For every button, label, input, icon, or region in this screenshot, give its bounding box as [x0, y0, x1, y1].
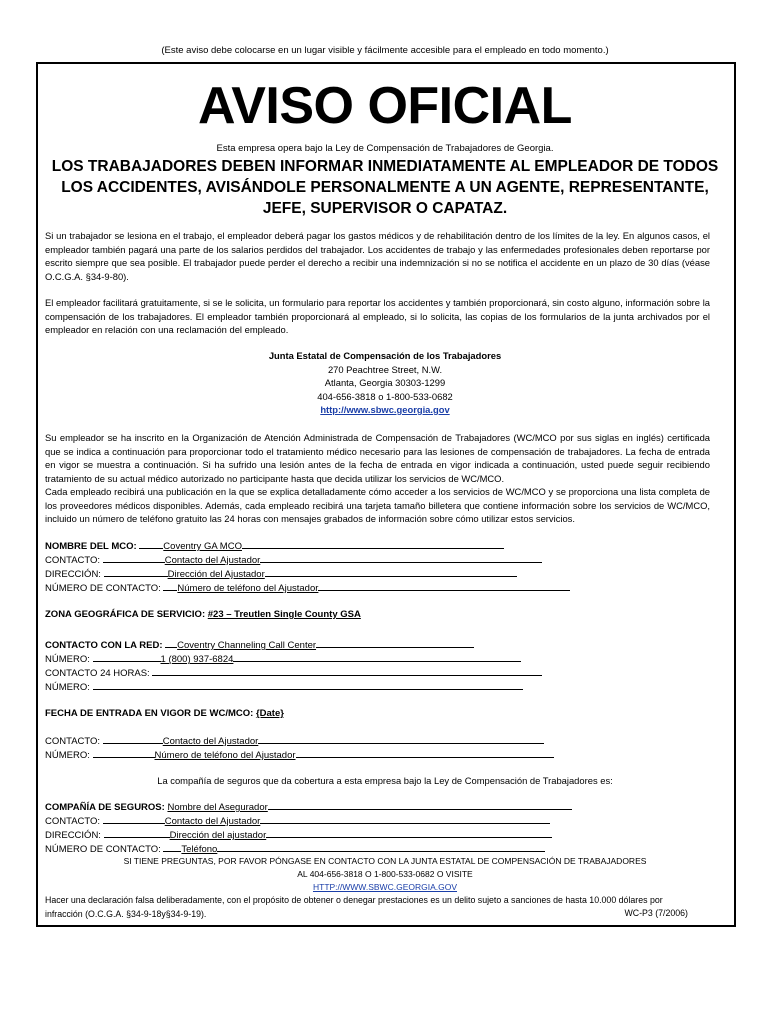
- paragraph-mco-publication: Cada empleado recibirá una publicación en la que se explica detalladamente cómo acceder a los servicios de WC/MCO y se proporciona una lista completa de los proveedores médicos disponibles. Además, cada empleado recibirá una tarjeta tamaño billetera que contiene información sobre los servicios de WC/MCO, incluido un número de teléfono gratuito las 24 horas con mensajes grabados de información sobre cómo utilizar estos servicios.: [45, 486, 710, 524]
- network-contact-label: CONTACTO CON LA RED:: [45, 640, 163, 651]
- false-statement-warning-2: infracción (O.C.G.A. §34-9-18y§34-9-19).: [45, 909, 207, 919]
- effective-contact-value: Contacto del Ajustador: [162, 736, 259, 747]
- insurer-phone-row: [45, 842, 545, 856]
- insurer-contact-label: CONTACTO:: [45, 816, 101, 827]
- insurer-contact-row: [45, 814, 550, 828]
- insurer-phone-label: NÚMERO DE CONTACTO:: [45, 844, 161, 855]
- effective-number-label: NÚMERO:: [45, 750, 90, 761]
- board-street: 270 Peachtree Street, N.W.: [327, 363, 443, 375]
- effective-number-row: [45, 748, 554, 762]
- network-number2-label: NÚMERO:: [45, 682, 90, 693]
- effective-date-value: {Date}: [255, 708, 284, 719]
- board-phone: 404-656-3818 o 1-800-533-0682: [317, 390, 453, 402]
- paragraph-mco-enrollment: Su empleador se ha inscrito en la Organización de Atención Administrada de Compensación de Trabajadores (WC/MCO por sus siglas en inglés) certificada que se indica a continuación para proporcionar todo el tratamiento médico necesario para las lesiones de compensación de trabajadores. La fecha de entrada en vigor se muestra a continuación. Si ha sufrido una lesión antes de la fecha de entrada en vigor indicada a continuación, usted puede seguir recibiendo tratamiento de su actual médico autorizado no participante hasta que decida utilizar los servicios de WC/MCO.: [45, 432, 710, 484]
- questions-url-row: [0, 881, 770, 893]
- insurer-company-label: COMPAÑÍA DE SEGUROS:: [45, 802, 165, 813]
- service-zone-row: [45, 609, 361, 620]
- insurer-intro: La compañía de seguros que da cobertura a esta empresa bajo la Ley de Compensación de Trabajadores es:: [157, 775, 613, 786]
- board-city: Atlanta, Georgia 30303-1299: [324, 377, 446, 388]
- questions-line-1: SI TIENE PREGUNTAS, POR FAVOR PÓNGASE EN CONTACTO CON LA JUNTA ESTATAL DE COMPENSACIÓN DE TRABAJADORES: [123, 856, 647, 866]
- network-contact-row: [45, 638, 474, 652]
- mco-address-row: [45, 567, 517, 581]
- mco-phone-label: NÚMERO DE CONTACTO:: [45, 583, 161, 594]
- insurer-address-value: Dirección del ajustador: [169, 830, 267, 841]
- questions-website-link[interactable]: HTTP://WWW.SBWC.GEORGIA.GOV: [312, 882, 458, 892]
- network-number2-row: [45, 680, 523, 694]
- false-statement-warning-1: Hacer una declaración falsa deliberadamente, con el propósito de obtener o denegar prestaciones es un delito sujeto a sanciones de hasta 10.000 dólares por: [45, 895, 663, 905]
- effective-contact-label: CONTACTO:: [45, 736, 101, 747]
- insurer-address-row: [45, 828, 552, 842]
- insurer-company-row: [45, 800, 572, 814]
- board-website-link[interactable]: http://www.sbwc.georgia.gov: [320, 404, 450, 415]
- effective-date-row: [45, 708, 284, 719]
- service-zone-label: ZONA GEOGRÁFICA DE SERVICIO:: [45, 609, 206, 620]
- notice-headline: LOS TRABAJADORES DEBEN INFORMAR INMEDIATAMENTE AL EMPLEADOR DE TODOS LOS ACCIDENTES, AVISÁNDOLE PERSONALMENTE A UN AGENTE, REPRESENTANTE, JEFE, SUPERVISOR O CAPATAZ.: [51, 158, 719, 217]
- posting-instruction: (Este aviso debe colocarse en un lugar visible y fácilmente accesible para el empleado en todo momento.): [161, 45, 609, 56]
- paragraph-employer-forms: El empleador facilitará gratuitamente, si se le solicita, un formulario para reportar los accidentes y también proporcionará, sin costo alguno, información sobre la compensación de los trabajadores. El empleador también proporcionará al empleado, si lo solicita, las copias de los formularios de la junta archivados por el empleador en relación con una reclamación del empleado.: [45, 297, 710, 335]
- effective-number-value: Número de teléfono del Ajustador: [154, 750, 296, 761]
- insurer-company-value: Nombre del Asegurador: [167, 802, 268, 813]
- questions-line-2: AL 404-656-3818 O 1-800-533-0682 O VISITE: [297, 869, 473, 879]
- service-zone-value: #23 – Treutlen Single County GSA: [207, 609, 361, 620]
- effective-contact-row: [45, 734, 544, 748]
- network-number-value: 1 (800) 937-6824: [160, 654, 234, 665]
- notice-subtitle: Esta empresa opera bajo la Ley de Compensación de Trabajadores de Georgia.: [216, 143, 554, 154]
- mco-name-label: NOMBRE DEL MCO:: [45, 541, 137, 552]
- form-code: WC-P3 (7/2006): [624, 908, 688, 918]
- mco-contact-row: [45, 553, 542, 567]
- effective-date-label: FECHA DE ENTRADA EN VIGOR DE WC/MCO:: [45, 708, 254, 719]
- network-24h-row: [45, 666, 542, 680]
- insurer-phone-value: Teléfono: [181, 844, 218, 855]
- paragraph-injury-rights: Si un trabajador se lesiona en el trabajo, el empleador deberá pagar los gastos médicos y de rehabilitación dentro de los límites de la ley. En algunos casos, el empleador también pagará una parte de los salarios perdidos del trabajador. Los accidentes de trabajo y las enfermedades profesionales deben reportarse por escrito siempre que sea posible. El trabajador puede perder el derecho a recibir una indemnización si no se notifica el accidente en un plazo de 30 días (véase O.C.G.A. §34-9-80).: [45, 230, 710, 282]
- mco-address-value: Dirección del Ajustador: [167, 569, 265, 580]
- network-contact-value: Coventry Channeling Call Center: [177, 640, 317, 651]
- network-24h-label: CONTACTO 24 HORAS:: [45, 668, 150, 679]
- insurer-contact-value: Contacto del Ajustador: [164, 816, 261, 827]
- network-number-label: NÚMERO:: [45, 654, 90, 665]
- mco-phone-row: [45, 581, 570, 595]
- mco-name-row: [45, 539, 504, 553]
- board-address-block: [0, 349, 770, 417]
- mco-phone-value: Número de teléfono del Ajustador: [177, 583, 319, 594]
- mco-contact-value: Contacto del Ajustador: [164, 555, 261, 566]
- mco-contact-label: CONTACTO:: [45, 555, 101, 566]
- notice-title: AVISO OFICIAL: [198, 77, 572, 135]
- insurer-address-label: DIRECCIÓN:: [45, 830, 101, 841]
- mco-address-label: DIRECCIÓN:: [45, 569, 101, 580]
- network-number-row: [45, 652, 521, 666]
- board-name: Junta Estatal de Compensación de los Trabajadores: [268, 350, 502, 361]
- mco-name-value: Coventry GA MCO: [163, 541, 242, 552]
